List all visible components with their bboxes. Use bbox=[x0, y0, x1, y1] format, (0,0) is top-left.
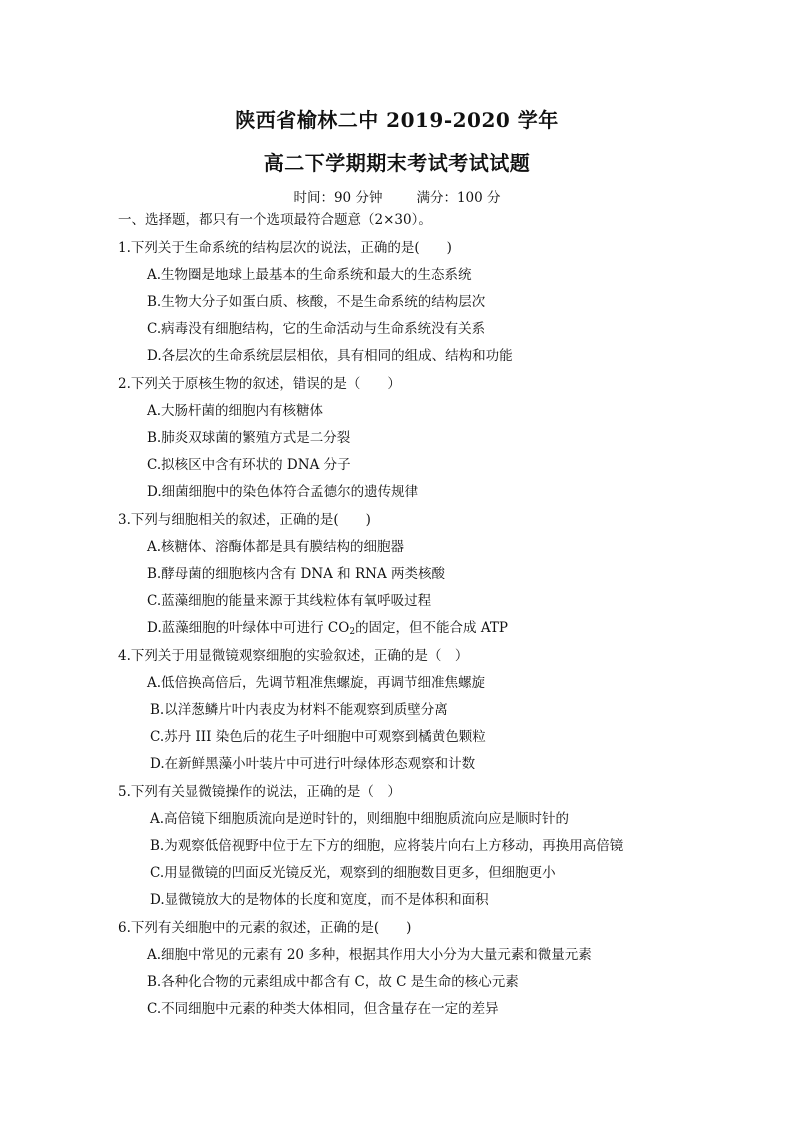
question-option: D.细菌细胞中的染色体符合孟德尔的遗传规律 bbox=[147, 484, 419, 500]
question-option: A.细胞中常见的元素有 20 多种，根据其作用大小分为大量元素和微量元素 bbox=[147, 947, 592, 963]
question-option: B.酵母菌的细胞核内含有 DNA 和 RNA 两类核酸 bbox=[147, 566, 445, 582]
exam-score: 满分：100 分 bbox=[416, 190, 501, 206]
question-stem: 4.下列关于用显微镜观察细胞的实验叙述，正确的是（ ） bbox=[118, 648, 469, 664]
section-heading: 一、选择题，都只有一个选项最符合题意（2×30）。 bbox=[118, 212, 432, 228]
question-option: C.不同细胞中元素的种类大体相同，但含量存在一定的差异 bbox=[147, 1001, 499, 1017]
question-option: D.在新鲜黑藻小叶装片中可进行叶绿体形态观察和计数 bbox=[150, 756, 476, 772]
exam-title-school: 陕西省榆林二中 2019-2020 学年 bbox=[235, 108, 559, 132]
question-option: A.核糖体、溶酶体都是具有膜结构的细胞器 bbox=[147, 539, 405, 555]
question-option: B.以洋葱鳞片叶内表皮为材料不能观察到质壁分离 bbox=[150, 702, 448, 718]
question-stem: 6.下列有关细胞中的元素的叙述，正确的是( ) bbox=[118, 920, 412, 936]
question-option: D.显微镜放大的是物体的长度和宽度，而不是体积和面积 bbox=[150, 892, 489, 908]
question-stem: 2.下列关于原核生物的叙述，错误的是（ ） bbox=[118, 376, 401, 392]
question-option: A.高倍镜下细胞质流向是逆时针的，则细胞中细胞质流向应是顺时针的 bbox=[150, 811, 570, 827]
question-option: B.各种化合物的元素组成中都含有 C，故 C 是生命的核心元素 bbox=[147, 974, 519, 990]
question-option: C.拟核区中含有环状的 DNA 分子 bbox=[147, 457, 351, 473]
subscript-2: 2 bbox=[349, 627, 356, 637]
exam-meta bbox=[0, 186, 794, 206]
option-d-prefix: D.蓝藻细胞的叶绿体中可进行 CO bbox=[147, 620, 350, 636]
question-option: B.肺炎双球菌的繁殖方式是二分裂 bbox=[147, 430, 351, 446]
exam-time: 时间：90 分钟 bbox=[293, 190, 383, 206]
question-option: A.大肠杆菌的细胞内有核糖体 bbox=[147, 403, 324, 419]
question-option: D.各层次的生命系统层层相依，具有相同的组成、结构和功能 bbox=[147, 348, 513, 364]
question-option: A.低倍换高倍后，先调节粗准焦螺旋，再调节细准焦螺旋 bbox=[147, 675, 486, 691]
question-option bbox=[147, 619, 508, 641]
question-stem: 1.下列关于生命系统的结构层次的说法，正确的是( ) bbox=[118, 240, 452, 256]
question-option: B.生物大分子如蛋白质、核酸，不是生命系统的结构层次 bbox=[147, 294, 486, 310]
question-stem: 3.下列与细胞相关的叙述，正确的是( ) bbox=[118, 512, 371, 528]
question-option: A.生物圈是地球上最基本的生命系统和最大的生态系统 bbox=[147, 267, 472, 283]
exam-title-name: 高二下学期期末考试考试试题 bbox=[263, 151, 531, 175]
question-stem: 5.下列有关显微镜操作的说法，正确的是（ ） bbox=[118, 784, 401, 800]
question-option: B.为观察低倍视野中位于左下方的细胞，应将装片向右上方移动，再换用高倍镜 bbox=[150, 838, 624, 854]
question-option: C.苏丹 III 染色后的花生子叶细胞中可观察到橘黄色颗粒 bbox=[150, 729, 486, 745]
question-option: C.用显微镜的凹面反光镜反光，观察到的细胞数目更多，但细胞更小 bbox=[150, 865, 556, 881]
question-option: C.病毒没有细胞结构，它的生命活动与生命系统没有关系 bbox=[147, 321, 486, 337]
option-d-suffix: 的固定，但不能合成 ATP bbox=[355, 620, 508, 636]
question-option: C.蓝藻细胞的能量来源于其线粒体有氧呼吸过程 bbox=[147, 593, 432, 609]
